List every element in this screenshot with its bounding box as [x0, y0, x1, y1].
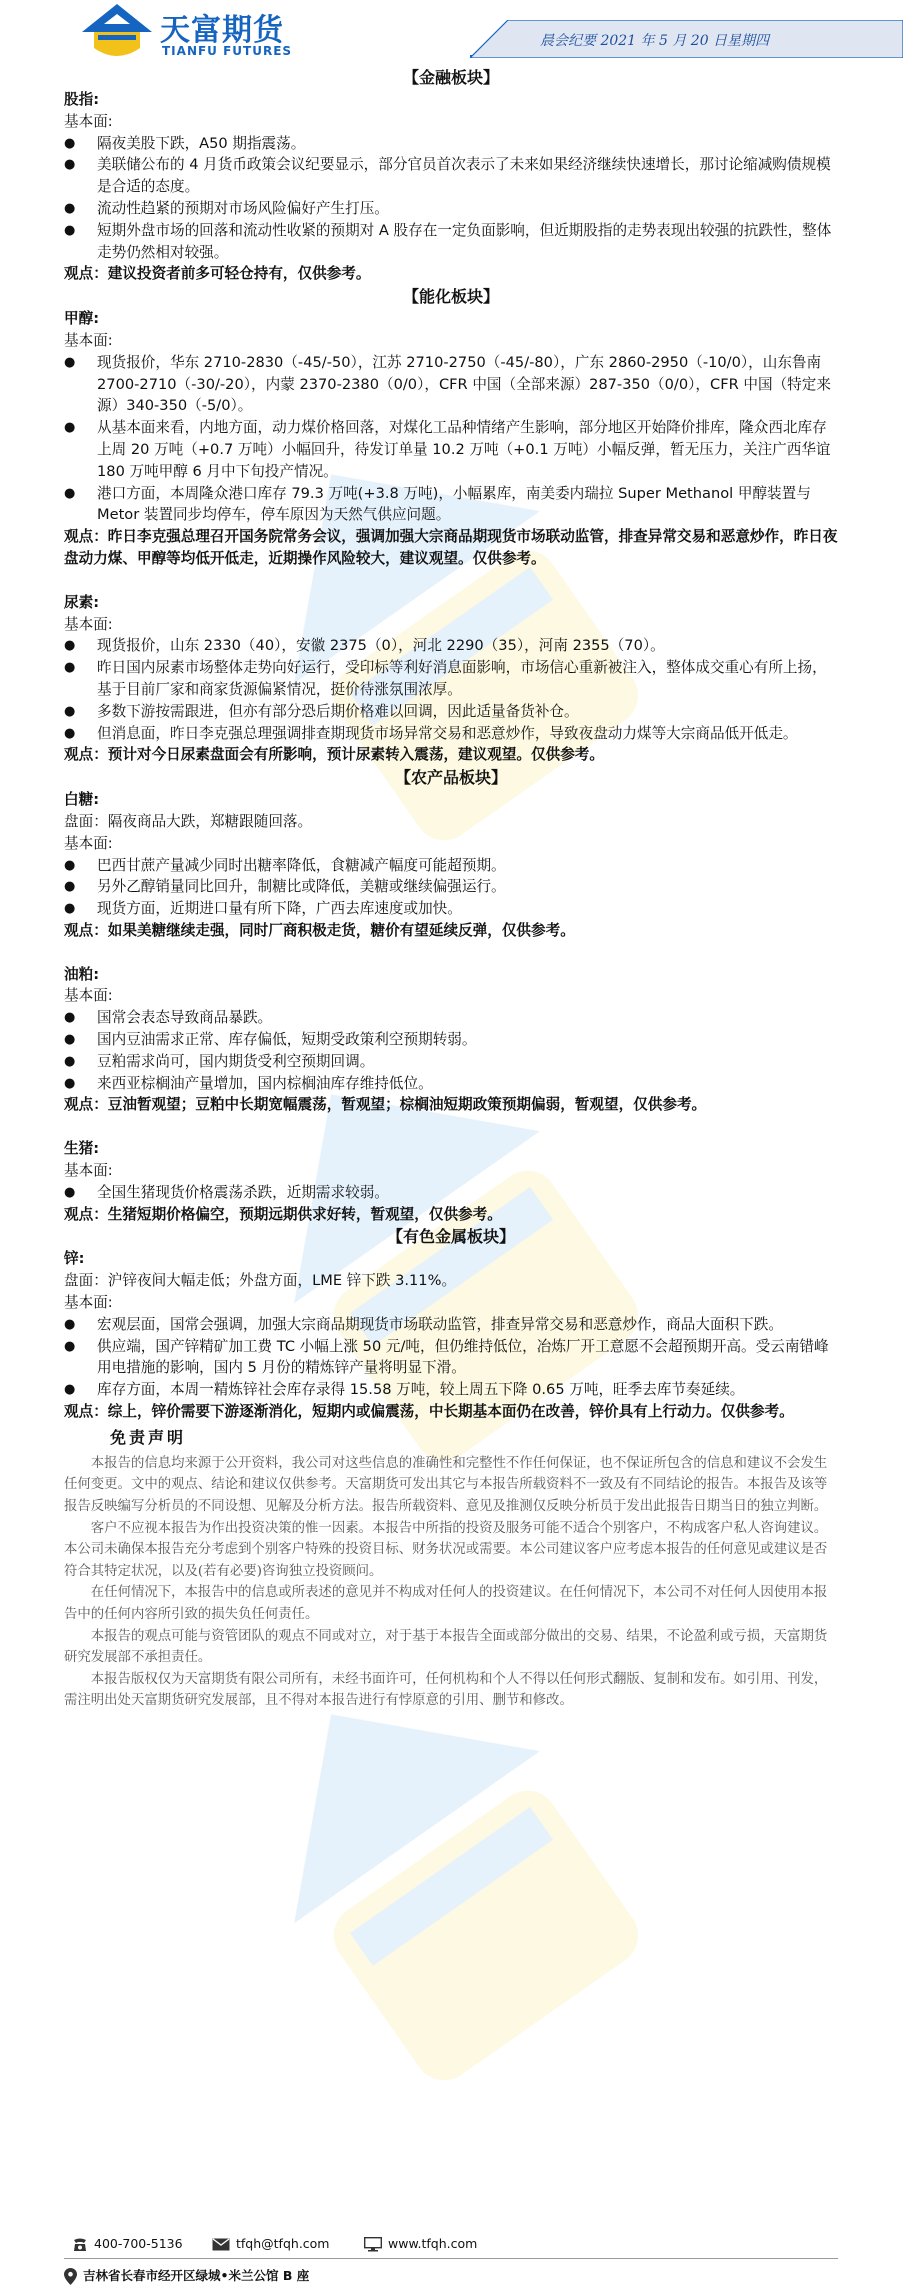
oil-items	[64, 1007, 838, 1094]
sugar-basic-label: 基本面:	[64, 834, 113, 852]
disclaimer-title: 免责声明	[110, 1427, 187, 1447]
disclaimer-paragraph: 在任何情况下，本报告中的信息或所表述的意见并不构成对任何人的投资建议。在任何情况下，本公司不对任何人因使用本报告中的任何内容所引致的损失负任何责任。	[64, 1585, 828, 1622]
list-item: ● 昨日国内尿素市场整体走势向好运行，受印标等利好消息面影响，市场信心重新被注入，整体成交重心有所上扬，基于目前厂家和商家货源偏紧情况，挺价待涨氛围浓厚。	[64, 657, 838, 701]
web-contact	[364, 2236, 477, 2252]
urea-items	[64, 635, 838, 744]
section-title-energy: 【能化板块】	[402, 287, 499, 307]
section-title-metal: 【有色金属板块】	[386, 1227, 515, 1247]
section-title-finance: 【金融板块】	[402, 68, 499, 87]
mail-icon	[212, 2238, 230, 2251]
sugar-heading: 白糖:	[64, 791, 100, 809]
list-item: ● 供应端，国产锌精矿加工费 TC 小幅上涨 50 元/吨，但仍维持低位，冶炼厂开工意愿不会超预期开高。受云南错峰用电措施的影响，国内 5 月份的精炼锌产量将明显下滑。	[64, 1336, 838, 1380]
report-body	[64, 66, 838, 1712]
sugar-market: 盘面：隔夜商品大跌，郑糖跟随回落。	[64, 812, 313, 830]
phone-icon	[72, 2238, 88, 2252]
methanol-basic-label: 基本面:	[64, 331, 113, 349]
zinc-items	[64, 1314, 838, 1401]
phone-contact	[72, 2236, 183, 2252]
list-item: ● 巴西甘蔗产量减少同时出糖率降低，食糖减产幅度可能超预期。	[64, 855, 838, 877]
oil-view: 观点：豆油暂观望；豆粕中长期宽幅震荡，暂观望；棕榈油短期政策预期偏弱，暂观望，仅供参考。	[64, 1096, 707, 1114]
sugar-items	[64, 855, 838, 920]
address-row	[64, 2266, 309, 2285]
list-item: ● 从基本面来看，内地方面，动力煤价格回落，对煤化工品种情绪产生影响，部分地区开始降价排库，隆众西北库存上周 20 万吨（+0.7 万吨）小幅回升，待发订单量 10.2 万吨（+0.1 万吨）小幅反弹，暂无压力，关注广西华谊 180 万吨甲醇 6 月中下旬投产情况。	[64, 417, 838, 482]
disclaimer-paragraph: 客户不应视本报告为作出投资决策的惟一因素。本报告中所指的投资及服务可能不适合个别客户，不构成客户私人咨询建议。本公司未确保本报告充分考虑到个别客户特殊的投资目标、财务状况或需要。本公司建议客户应考虑本报告的任何意见或建议是否符合其特定状况，以及(若有必要)咨询独立投资顾问。	[64, 1520, 828, 1579]
phone-number: 400-700-5136	[94, 2236, 183, 2251]
company-address: 吉林省长春市经开区绿城•米兰公馆 B 座	[83, 2268, 310, 2283]
list-item: ● 多数下游按需跟进，但亦有部分恐后期价格难以回调，因此适量备货补仓。	[64, 701, 838, 723]
report-header	[0, 0, 903, 62]
sugar-view: 观点：如果美糖继续走强，同时厂商积极走货，糖价有望延续反弹，仅供参考。	[64, 921, 575, 939]
website-url: www.tfqh.com	[388, 2236, 478, 2251]
methanol-view: 观点：昨日李克强总理召开国务院常务会议，强调加强大宗商品期现货市场联动监管，排查异常交易和恶意炒作，昨日夜盘动力煤、甲醇等均低开低走，近期操作风险较大，建议观望。仅供参考。	[64, 528, 838, 567]
list-item: ● 现货报价，山东 2330（40），安徽 2375（0），河北 2290（35），河南 2355（70）。	[64, 635, 838, 657]
list-item: ● 库存方面，本周一精炼锌社会库存录得 15.58 万吨，较上周五下降 0.65 万吨，旺季去库节奏延续。	[64, 1379, 838, 1401]
stock-items	[64, 133, 838, 264]
email-contact	[212, 2236, 330, 2251]
oil-basic-label: 基本面:	[64, 987, 113, 1005]
disclaimer-paragraph: 本报告的观点可能与资管团队的观点不同或对立，对于基于本报告全面或部分做出的交易、结果，不论盈利或亏损，天富期货研究发展部不承担责任。	[64, 1628, 828, 1666]
brand-name-en: TIANFU FUTURES	[162, 44, 293, 58]
methanol-heading: 甲醇:	[64, 310, 100, 328]
tianfu-logo-icon	[78, 2, 156, 60]
location-pin-icon	[64, 2268, 77, 2285]
urea-heading: 尿素:	[64, 593, 100, 611]
list-item: ● 美联储公布的 4 月货币政策会议纪要显示，部分官员首次表示了未来如果经济继续快速增长，那讨论缩减购债规模是合适的态度。	[64, 154, 838, 198]
disclaimer-paragraph: 本报告版权仅为天富期货有限公司所有，未经书面许可，任何机构和个人不得以任何形式翻版、复制和发布。如引用、刊发，需注明出处天富期货研究发展部，且不得对本报告进行有悖原意的引用、删节和修改。	[64, 1671, 828, 1709]
urea-view: 观点：预计对今日尿素盘面会有所影响，预计尿素转入震荡，建议观望。仅供参考。	[64, 746, 604, 764]
stock-view: 观点：建议投资者前多可轻仓持有，仅供参考。	[64, 265, 371, 283]
stock-index-heading: 股指:	[64, 91, 100, 108]
oil-meal-heading: 油粕:	[64, 965, 100, 983]
list-item: ● 现货报价，华东 2710-2830（-45/-50），江苏 2710-2750（-45/-80），广东 2860-2950（-10/0），山东鲁南 2700-2710（-30/-20），内蒙 2370-2380（0/0），CFR 中国（全部来源）287-350（0/0），CFR 中国（特定来源）340-350（-5/0）。	[64, 352, 838, 417]
monitor-icon	[364, 2237, 382, 2252]
list-item: ● 现货方面，近期进口量有所下降，广西去库速度或加快。	[64, 898, 838, 920]
list-item: ● 港口方面，本周隆众港口库存 79.3 万吨(+3.8 万吨)，小幅累库，南美委内瑞拉 Super Methanol 甲醇装置与 Metor 装置同步均停车，停车原因为天然气供应问题。	[64, 483, 838, 527]
list-item: ● 来西亚棕榈油产量增加，国内棕榈油库存维持低位。	[64, 1073, 838, 1095]
hog-view: 观点：生猪短期价格偏空，预期远期供求好转，暂观望，仅供参考。	[64, 1205, 502, 1223]
disclaimer	[64, 1423, 838, 1712]
list-item: ● 国常会表态导致商品暴跌。	[64, 1007, 838, 1029]
list-item: ● 宏观层面，国常会强调，加强大宗商品期现货市场联动监管，排查异常交易和恶意炒作，商品大面积下跌。	[64, 1314, 838, 1336]
list-item: ● 但消息面，昨日李克强总理强调排查期现货市场异常交易和恶意炒作，导致夜盘动力煤等大宗商品低开低走。	[64, 723, 838, 745]
urea-basic-label: 基本面:	[64, 615, 113, 633]
list-item: ● 全国生猪现货价格震荡杀跌，近期需求较弱。	[64, 1182, 838, 1204]
contact-row	[64, 2228, 838, 2259]
list-item: ● 另外乙醇销量同比回升，制糖比或降低，美糖或继续偏强运行。	[64, 876, 838, 898]
hog-heading: 生猪:	[64, 1140, 100, 1158]
zinc-market: 盘面：沪锌夜间大幅走低；外盘方面，LME 锌下跌 3.11%。	[64, 1272, 457, 1290]
methanol-items	[64, 352, 838, 526]
section-title-agri: 【农产品板块】	[394, 768, 507, 788]
list-item: ● 短期外盘市场的回落和流动性收紧的预期对 A 股存在一定负面影响，但近期股指的走势表现出较强的抗跌性，整体走势仍然相对较强。	[64, 220, 838, 264]
stock-basic-label: 基本面:	[64, 112, 113, 130]
hog-basic-label: 基本面:	[64, 1162, 113, 1180]
brand-name-cn: 天富期货	[160, 13, 284, 48]
list-item: ● 流动性趋紧的预期对市场风险偏好产生打压。	[64, 198, 838, 220]
report-date: 晨会纪要 2021 年 5 月 20 日星期四	[540, 33, 770, 49]
zinc-heading: 锌:	[64, 1250, 85, 1268]
zinc-basic-label: 基本面:	[64, 1294, 113, 1312]
list-item: ● 国内豆油需求正常、库存偏低，短期受政策利空预期转弱。	[64, 1029, 838, 1051]
disclaimer-paragraph: 本报告的信息均来源于公开资料，我公司对这些信息的准确性和完整性不作任何保证，也不保证所包含的信息和建议不会发生任何变更。文中的观点、结论和建议仅供参考。天富期货可发出其它与本报告所载资料不一致及有不同结论的报告。本报告及该等报告反映编写分析员的不同设想、见解及分析方法。报告所载资料、意见及推测仅反映分析员于发出此报告日期当日的独立判断。	[64, 1455, 828, 1515]
hog-items	[64, 1182, 838, 1204]
list-item: ● 隔夜美股下跌，A50 期指震荡。	[64, 133, 838, 155]
list-item: ● 豆粕需求尚可，国内期货受利空预期回调。	[64, 1051, 838, 1073]
email-address: tfqh@tfqh.com	[236, 2236, 330, 2251]
zinc-view: 观点：综上，锌价需要下游逐渐消化，短期内或偏震荡，中长期基本面仍在改善，锌价具有上行动力。仅供参考。	[64, 1403, 794, 1421]
